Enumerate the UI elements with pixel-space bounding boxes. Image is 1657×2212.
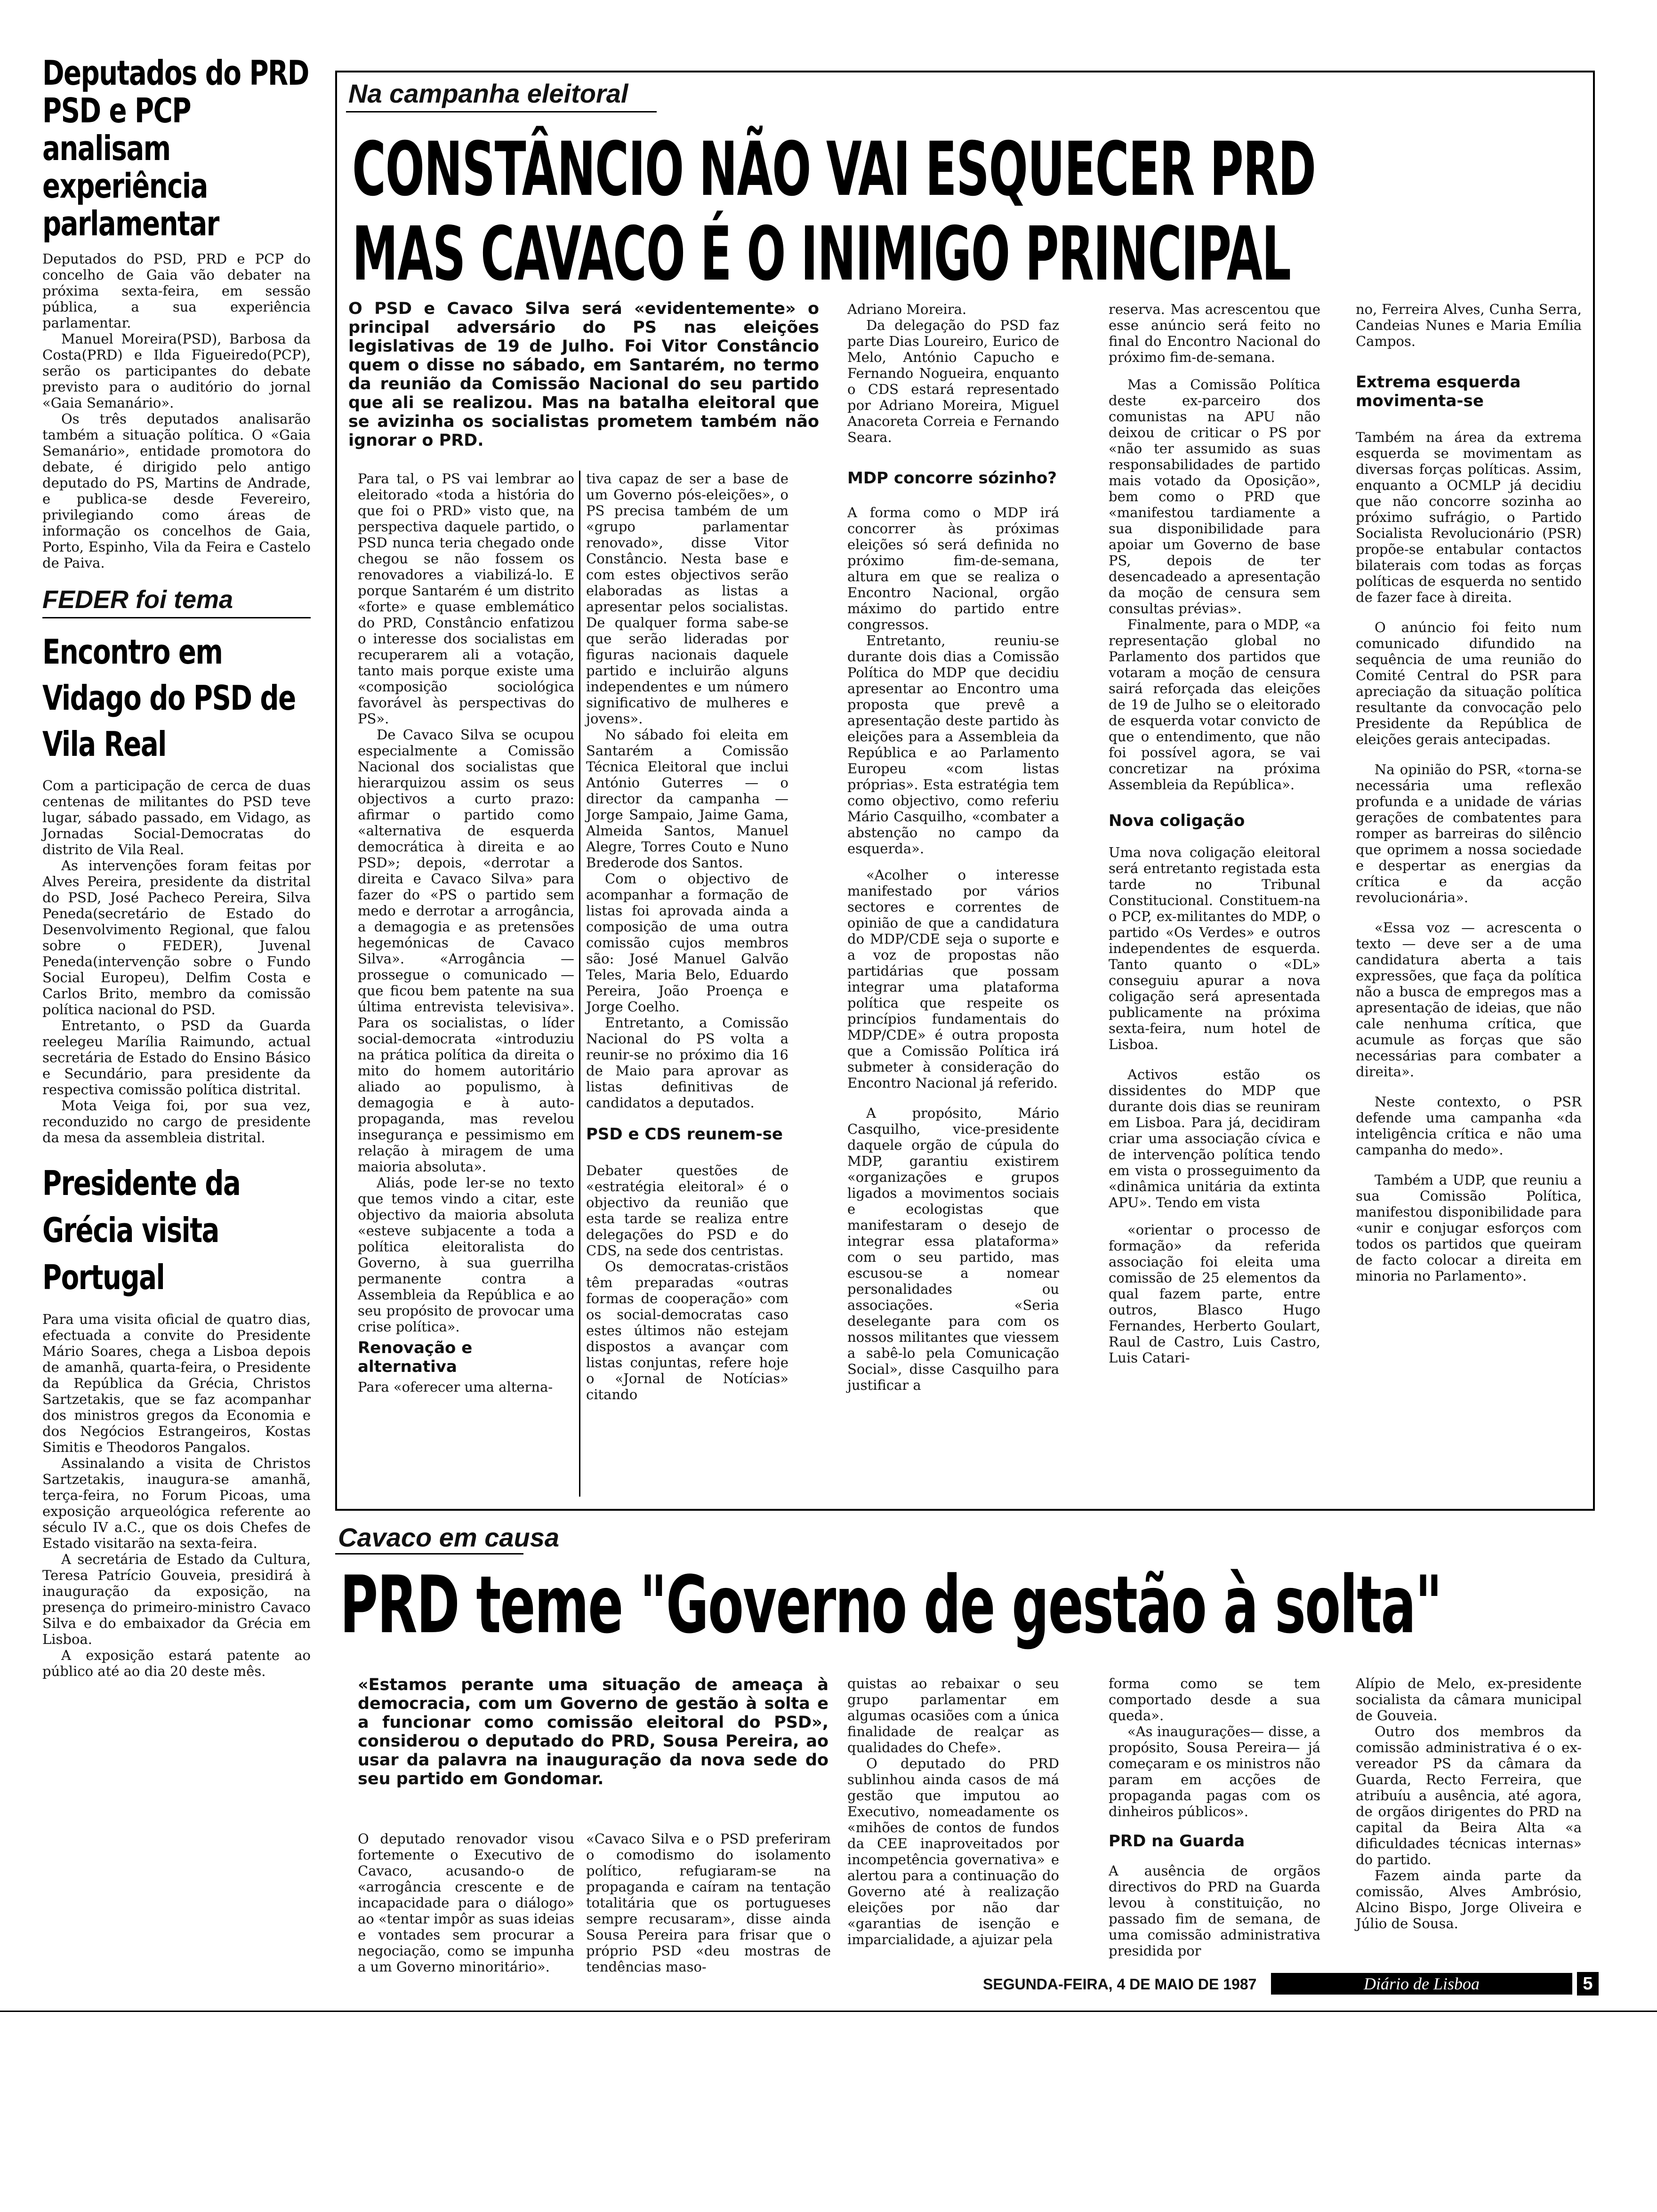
body-paragraph: reserva. Mas acrescentou que esse anúncio será feito no final do Encontro Nacional do próximo fim-de-semana.: [1109, 301, 1320, 365]
body-paragraph: quistas ao rebaixar o seu grupo parlamentar em algumas ocasiões com a única finalidade de realçar as qualidades do Chefe».: [847, 1675, 1059, 1755]
body-paragraph: Neste contexto, o PSR defende uma campanha «da inteligência crítica e não uma campanha do medo».: [1356, 1094, 1582, 1158]
grecia-article-body: [42, 1311, 311, 1679]
bottom-lead: «Estamos perante uma situação de ameaça à democracia, com um Governo de gestão à solta e a funcionar como comissão eleitoral do PSD», considerou o deputado do PRD, Sousa Pereira, ao usar da palavra na inauguração da nova sede do seu partido em Gondomar.: [358, 1675, 828, 1788]
top-headline-line2: MAS CAVACO É O INIMIGO PRINCIPAL: [352, 211, 1291, 297]
footer-date: SEGUNDA-FEIRA, 4 DE MAIO DE 1987: [983, 1976, 1257, 1993]
bottom-col-1: [358, 1831, 574, 1975]
mdp-subhead: MDP concorre sózinho?: [847, 469, 1057, 488]
top-col-1: [358, 471, 574, 1497]
gaia-headline: Deputados do PRD PSD e PCP analisam experiência parlamentar: [42, 53, 309, 243]
body-paragraph: No sábado foi eleita em Santarém a Comissão Técnica Eleitoral que inclui António Guterres — o director da campanha — Jorge Sampaio, Jaime Gama, Almeida Santos, Manuel Alegre, Torres Couto e Nuno Brederode dos Santos.: [586, 727, 788, 871]
grecia-paragraph: A secretária de Estado da Cultura, Teresa Patrício Gouveia, presidirá à inauguração da exposição, na presença do primeiro-ministro Cavaco Silva e do embaixador da Grécia em Lisboa.: [42, 1551, 311, 1647]
body-paragraph: Os democratas-cristãos têm preparadas «outras formas de cooperação» com os social-democratas caso estes últimos não estejam dispostos a avançar com listas conjuntas, refere hoje o «Jornal de Notícias» citando: [586, 1258, 788, 1403]
column-rule: [579, 471, 580, 1497]
body-paragraph: Entretanto, reuniu-se durante dois dias a Comissão Política do MDP que decidiu apresentar ao Encontro uma proposta que prevê a apresentação deste partido às eleições para a Assembleia da República e ao Parlamento Europeu «com listas próprias». Esta estratégia tem como objectivo, como referiu Mário Casquilho, «combater a abstenção no campo da esquerda».: [847, 633, 1059, 857]
psd-cds-subhead: PSD e CDS reunem-se: [586, 1125, 783, 1144]
left-column: [42, 53, 311, 1679]
body-paragraph: Aliás, pode ler-se no texto que temos vindo a citar, este objectivo da maioria absoluta «esteve subjacente a toda a política eleitoralista do Governo, à sua guerrilha permanente contra a Assembleia da República e ao seu propósito de provocar uma crise política».: [358, 1175, 574, 1335]
grecia-paragraph: A exposição estará patente ao público até ao dia 20 deste mês.: [42, 1647, 311, 1679]
vidago-paragraph: Entretanto, o PSD da Guarda reelegeu Marília Raimundo, actual secretária de Estado do Ensino Básico e Secundário, para presidente da respectiva comissão política distrital.: [42, 1018, 311, 1098]
body-paragraph: «Essa voz — acrescenta o texto — deve ser a de uma candidatura aberta a tais expressões, que faça da política não a busca de empregos mas a apresentação de ideias, que não cale nenhuma crítica, que acumule as forças que são necessárias para combater a direita».: [1356, 920, 1582, 1080]
bottom-col-3: [847, 1675, 1059, 1977]
bottom-col-5: [1356, 1675, 1582, 1977]
prd-guarda-subhead: PRD na Guarda: [1109, 1832, 1245, 1851]
body-paragraph: Fazem ainda parte da comissão, Alves Ambrósio, Alcino Bispo, Jorge Oliveira e Júlio de Sousa.: [1356, 1867, 1582, 1931]
campanha-kicker: Na campanha eleitoral: [348, 79, 628, 108]
body-paragraph: Adriano Moreira.: [847, 301, 967, 317]
body-paragraph: De Cavaco Silva se ocupou especialmente a Comissão Nacional dos socialistas que hierarquizou assim os seus objectivos a curto prazo: afirmar o partido como «alternativa de esquerda democrática à direita e ao PSD»; depois, «derrotar a direita e Cavaco Silva» para fazer do «PS o partido sem medo e derrotar a arrogância, a demagogia e as pretensões hegemónicas de Cavaco Silva». «Arrogância — prossegue o comunicado — que ficou bem patente na sua última entrevista televisiva». Para os socialistas, o líder social-democrata «introduziu na prática política da direita o mito do homem autoritário aliado ao populismo, à demagogia e à auto-propaganda, mas revelou insegurança e pessimismo em relação à miragem de uma maioria absoluta».: [358, 727, 574, 1175]
body-paragraph: «Cavaco Silva e o PSD preferiram o comodismo do isolamento político, refugiaram-se na propaganda e caíram na tentação totalitária que os portugueses sempre recusaram», disse ainda Sousa Pereira para frisar que o próprio PSD «deu mostras de tendências maso-: [586, 1831, 831, 1975]
body-paragraph: Para tal, o PS vai lembrar ao eleitorado «toda a história do que foi o PRD» visto que, na perspectiva daquele partido, o PSD nunca teria chegado onde chegou se não fossem os renovadores a viabilizá-lo. E porque Santarém é um distrito «forte» e quase emblemático do PRD, Constâncio enfatizou o interesse dos socialistas em recuperarem ali a votação, tanto mais porque existe uma «composição sociológica favorável às perspectivas do PS».: [358, 471, 574, 727]
bottom-col-4: [1109, 1675, 1320, 1977]
body-paragraph: «orientar o processo de formação» da referida associação foi eleita uma comissão de 25 elementos da qual fazem parte, entre outros, Blasco Hugo Fernandes, Herberto Goulart, Raul de Castro, Luis Castro, Luis Catari-: [1109, 1222, 1320, 1366]
body-paragraph: Outro dos membros da comissão administrativa é o ex-vereador PS da câmara da Guarda, Recto Ferreira, que atribuíu a ausência, até agora, de orgãos dirigentes do PRD na capital da Beira Alta «a dificuldades técnicas internas» do partido.: [1356, 1723, 1582, 1867]
kicker-rule: [346, 111, 657, 112]
extrema-esquerda-subhead: Extrema esquerda movimenta-se: [1356, 373, 1521, 410]
bottom-headline: PRD teme "Governo de gestão à solta": [340, 1559, 1441, 1651]
top-col-3: [847, 301, 1059, 1497]
body-paragraph: Também na área da extrema esquerda se movimentam as diversas forças políticas. Assim, enquanto a OCMLP já decidiu que não concorre sozinha ao próximo sufrágio, o Partido Socialista Revolucionário (PSR) propõe-se entabular contactos bilaterais com todas as forças políticas de esquerda no sentido de fazer face à direita.: [1356, 429, 1582, 605]
left-column-divider: [320, 52, 322, 1610]
renovacao-subhead: Renovação e alternativa: [358, 1338, 473, 1376]
feder-kicker: FEDER foi tema: [42, 585, 233, 614]
top-col-5: [1356, 301, 1582, 1497]
body-paragraph: Com o objectivo de acompanhar a formação de listas foi aprovada ainda a composição de uma outra comissão cujos membros são: José Manuel Galvão Teles, Maria Belo, Eduardo Pereira, João Proença e Jorge Coelho.: [586, 871, 788, 1015]
body-paragraph: tiva capaz de ser a base de um Governo pós-eleições», o PS precisa também de um «grupo parlamentar renovado», disse Vitor Constâncio. Nesta base e com estes objectivos serão elaboradas as listas a apresentar pelos socialistas. De qualquer forma sabe-se que serão lideradas por figuras nacionais daquele partido e incluirão alguns independentes e um número significativo de mulheres e jovens».: [586, 471, 788, 727]
kicker-rule: [42, 617, 311, 618]
vidago-paragraph: Com a participação de cerca de duas centenas de militantes do PSD teve lugar, sábado passado, em Vidago, as Jornadas Social-Democratas do distrito de Vila Real.: [42, 777, 311, 858]
page-number: 5: [1577, 1972, 1599, 1996]
body-paragraph: «As inaugurações— disse, a propósito, Sousa Pereira— já começaram e os ministros não param em acções de propaganda pagas com os dinheiros públicos».: [1109, 1723, 1320, 1819]
cavaco-kicker: Cavaco em causa: [338, 1523, 560, 1552]
grecia-paragraph: Assinalando a visita de Christos Sartzetakis, inaugura-se amanhã, terça-feira, no Forum Picoas, uma exposição arqueológica referente ao século IV a.C., que os dois Chefes de Estado visitarão na sexta-feira.: [42, 1455, 311, 1551]
body-paragraph: no, Ferreira Alves, Cunha Serra, Candeias Nunes e Maria Emília Campos.: [1356, 301, 1582, 349]
top-headline-line1: CONSTÂNCIO NÃO VAI ESQUECER PRD: [352, 126, 1316, 213]
grecia-headline: Presidente da Grécia visita Portugal: [42, 1163, 241, 1297]
gaia-article-body: [42, 251, 311, 571]
vidago-paragraph: As intervenções foram feitas por Alves Pereira, presidente da distrital do PSD, José Pacheco Pereira, Silva Peneda(secretário de Estado do Desenvolvimento Regional, que falou sobre o FEDER), Juvenal Peneda(intervenção sobre o Fundo Social Europeu), Delfim Costa e Carlos Brito, membro da comissão política nacional do PSD.: [42, 858, 311, 1018]
body-paragraph: Entretanto, a Comissão Nacional do PS volta a reunir-se no próximo dia 16 de Maio para aprovar as listas definitivas de candidatos a deputados.: [586, 1015, 788, 1111]
top-col-2: [586, 471, 788, 1497]
body-paragraph: A ausência de orgãos directivos do PRD na Guarda levou à constituição, no passado fim de semana, de uma comissão administrativa presidida por: [1109, 1863, 1320, 1959]
vidago-article-body: [42, 777, 311, 1146]
body-paragraph: Da delegação do PSD faz parte Dias Loureiro, Eurico de Melo, António Capucho e Fernando Nogueira, enquanto o CDS estará representado por Adriano Moreira, Miguel Anacoreta Correia e Fernando Seara.: [847, 317, 1059, 445]
kicker-rule: [335, 1553, 523, 1555]
body-paragraph: Debater questões de «estratégia eleitoral» é o objectivo da reunião que esta tarde se realiza entre delegações do PSD e do CDS, na sede dos centristas.: [586, 1162, 788, 1258]
body-paragraph: Para «oferecer uma alterna-: [358, 1379, 553, 1395]
body-paragraph: O anúncio foi feito num comunicado difundido na sequência de uma reunião do Comité Central do PSR para apreciação da situação política resultante da convocação pelo Presidente da República de eleições gerais antecipadas.: [1356, 619, 1582, 747]
body-paragraph: Mas a Comissão Política deste ex-parceiro dos comunistas na APU não deixou de criticar o PS por «não ter assumido as suas responsabilidades de partido mais votado da Oposição», bem como o PRD que «manifestou tardiamente a sua disponibilidade para apoiar um Governo de base PS, depois de ter desencadeado a apresentação da moção de censura sem consultas prévias».: [1109, 377, 1320, 617]
body-paragraph: Uma nova coligação eleitoral será entretanto registada esta tarde no Tribunal Constitucional. Constituem-na o PCP, ex-militantes do MDP, o partido «Os Verdes» e outros independentes de esquerda. Tanto quanto o «DL» conseguiu apurar a nova coligação será apresentada publicamente na próxima sexta-feira, num hotel de Lisboa.: [1109, 844, 1320, 1052]
bottom-col-2: [586, 1831, 831, 1975]
masthead-logo: Diário de Lisboa: [1271, 1973, 1572, 1995]
top-col-4: [1109, 301, 1320, 1497]
gaia-paragraph: Deputados do PSD, PRD e PCP do concelho de Gaia vão debater na próxima sexta-feira, em sessão pública, a sua experiência parlamentar.: [42, 251, 311, 331]
body-paragraph: A forma como o MDP irá concorrer às próximas eleições só será definida no próximo fim-de-semana, altura em que se realiza o Encontro Nacional, orgão máximo do partido entre congressos.: [847, 505, 1059, 633]
vidago-headline: Encontro em Vidago do PSD de Vila Real: [42, 632, 296, 764]
nova-coligacao-subhead: Nova coligação: [1109, 811, 1245, 830]
body-paragraph: Activos estão os dissidentes do MDP que durante dois dias se reuniram em Lisboa. Para já, decidiram criar uma associação cívica e de intervenção política tendo em vista o prosseguimento da «dinâmica unitária da extinta APU». Tendo em vista: [1109, 1066, 1320, 1210]
body-paragraph: Na opinião do PSR, «torna-se necessária uma reflexão profunda e a unidade de várias gerações de combatentes para romper as barreiras do silêncio que oprimem a nossa sociedade e despertar as energias da crítica e da acção revolucionária».: [1356, 761, 1582, 906]
body-paragraph: «Acolher o interesse manifestado por vários sectores e correntes de opinião de que a candidatura do MDP/CDE seja o suporte e a voz de propostas não partidárias que possam integrar uma plataforma política que respeite os princípios fundamentais do MDP/CDE» é outra proposta que a Comissão Política irá submeter à consideração do Encontro Nacional já referido.: [847, 867, 1059, 1091]
body-paragraph: O deputado renovador visou fortemente o Executivo de Cavaco, acusando-o de «arrogância crescente e de incapacidade para o diálogo» ao «tentar impôr as suas ideias e vontades sem procurar a negociação, como se impunha a um Governo minoritário».: [358, 1831, 574, 1975]
gaia-paragraph: Os três deputados analisarão também a situação política. O «Gaia Semanário», entidade promotora do debate, é dirigido pelo antigo deputado do PS, Martins de Andrade, e publica-se desde Fevereiro, privilegiando como áreas de informação os concelhos de Gaia, Porto, Espinho, Vila da Feira e Castelo de Paiva.: [42, 411, 311, 571]
grecia-paragraph: Para uma visita oficial de quatro dias, efectuada a convite do Presidente Mário Soares, chega a Lisboa depois de amanhã, quarta-feira, o Presidente da República da Grécia, Christos Sartzetakis, que se faz acompanhar dos ministros gregos da Economia e dos Negócios Estrangeiros, Kostas Simitis e Theodoros Pangalos.: [42, 1311, 311, 1455]
body-paragraph: O deputado do PRD sublinhou ainda casos de má gestão que imputou ao Executivo, nomeadamente os «mihões de contos de fundos da CEE inaproveitados por incompetência governativa» e alertou para a continuação do Governo até à realização eleições por não dar «garantias de isenção e imparcialidade, a ajuizar pela: [847, 1755, 1059, 1948]
body-paragraph: Finalmente, para o MDP, «a representação global no Parlamento dos partidos que votaram a moção de censura sairá reforçada das eleições de 19 de Julho se o eleitorado de esquerda votar convicto de que o entendimento, que não foi possível agora, se vai concretizar na próxima Assembleia da República».: [1109, 617, 1320, 793]
body-paragraph: Também a UDP, que reuniu a sua Comissão Política, manifestou disponibilidade para «unir e conjugar esforços com todos os partidos que queiram de facto colocar a direita em minoria no Parlamento».: [1356, 1172, 1582, 1284]
page-bottom-rule: [0, 2011, 1657, 2012]
body-paragraph: forma como se tem comportado desde a sua queda».: [1109, 1675, 1320, 1723]
gaia-paragraph: Manuel Moreira(PSD), Barbosa da Costa(PRD) e Ilda Figueiredo(PCP), serão os participantes do debate previsto para o auditório do jornal «Gaia Semanário».: [42, 331, 311, 411]
body-paragraph: Alípio de Melo, ex-presidente socialista da câmara municipal de Gouveia.: [1356, 1675, 1582, 1723]
body-paragraph: A propósito, Mário Casquilho, vice-presidente daquele orgão de cúpula do MDP, garantiu existirem «organizações e grupos ligados a movimentos sociais e ecologistas que manifestaram o desejo de integrar essa plataforma» com o seu partido, mas escusou-se a nomear personalidades ou associações. «Seria deselegante para com os nossos militantes que viessem a sabê-lo pela Comunicação Social», disse Casquilho para justificar a: [847, 1105, 1059, 1393]
top-lead: O PSD e Cavaco Silva será «evidentemente» o principal adversário do PS nas eleições legislativas de 19 de Julho. Foi Vitor Constâncio quem o disse no sábado, em Santarém, no termo da reunião da Comissão Nacional do seu partido que ali se realizou. Mas na batalha eleitoral que se avizinha os socialistas prometem também não ignorar o PRD.: [348, 299, 819, 450]
vidago-paragraph: Mota Veiga foi, por sua vez, reconduzido no cargo de presidente da mesa da assembleia distrital.: [42, 1098, 311, 1146]
